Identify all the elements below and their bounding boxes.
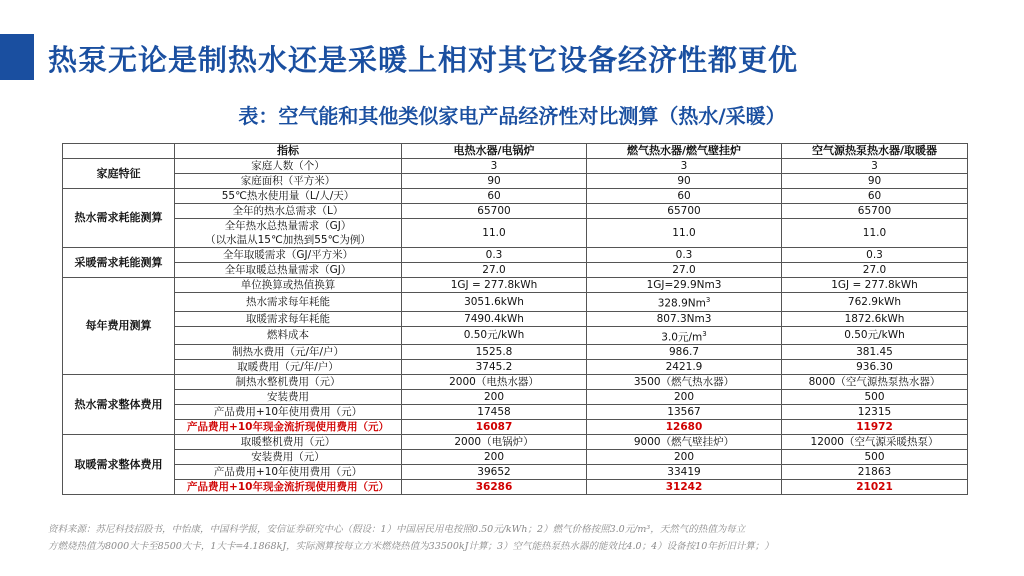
table-row bbox=[63, 360, 968, 375]
table-row bbox=[63, 450, 968, 465]
heat-pump-cell: 12315 bbox=[782, 405, 968, 420]
electric-cell: 3745.2 bbox=[402, 360, 587, 375]
indicator-cell: 取暖需求每年耗能 bbox=[175, 311, 402, 326]
gas-cell: 3 bbox=[587, 159, 782, 174]
indicator-cell: 燃料成本 bbox=[175, 326, 402, 345]
electric-cell: 0.3 bbox=[402, 248, 587, 263]
electric-cell: 0.50元/kWh bbox=[402, 326, 587, 345]
indicator-cell: 安装费用 bbox=[175, 390, 402, 405]
heat-pump-cell: 1872.6kWh bbox=[782, 311, 968, 326]
heat-pump-cell: 11.0 bbox=[782, 219, 968, 248]
category-hotwater-energy: 热水需求耗能测算 bbox=[63, 189, 175, 248]
indicator-line: 全年热水总热量需求（GJ） bbox=[224, 220, 352, 232]
electric-cell: 36286 bbox=[402, 480, 587, 495]
electric-cell: 39652 bbox=[402, 465, 587, 480]
gas-cell: 986.7 bbox=[587, 345, 782, 360]
gas-cell: 13567 bbox=[587, 405, 782, 420]
table-title: 表：空气能和其他类似家电产品经济性对比测算（热水/采暖） bbox=[238, 104, 786, 128]
table-row bbox=[63, 204, 968, 219]
gas-cell: 1GJ=29.9Nm3 bbox=[587, 278, 782, 293]
header-blank bbox=[63, 144, 175, 159]
table-row bbox=[63, 174, 968, 189]
table-row bbox=[63, 405, 968, 420]
heat-pump-cell: 1GJ = 277.8kWh bbox=[782, 278, 968, 293]
table-row bbox=[63, 159, 968, 174]
gas-cell: 807.3Nm3 bbox=[587, 311, 782, 326]
superscript: 3 bbox=[702, 329, 707, 338]
category-heating-energy: 采暖需求耗能测算 bbox=[63, 248, 175, 278]
gas-cell: 31242 bbox=[587, 480, 782, 495]
indicator-cell: 取暖整机费用（元） bbox=[175, 435, 402, 450]
electric-cell: 2000（电锅炉） bbox=[402, 435, 587, 450]
indicator-cell: 产品费用+10年使用费用（元） bbox=[175, 405, 402, 420]
electric-cell: 60 bbox=[402, 189, 587, 204]
source-line: 方燃烧热值为8000大卡至8500大卡，1大卡=4.1868kJ，实际测算按每立方米燃烧热值为33500kJ计算；3）空气能热泵热水器的能效比4.0；4）设备按10年折旧计算；） bbox=[48, 541, 774, 552]
indicator-cell: 产品费用+10年现金流折现使用费用（元） bbox=[175, 420, 402, 435]
table-row bbox=[63, 390, 968, 405]
heat-pump-cell: 8000（空气源热泵热水器） bbox=[782, 375, 968, 390]
indicator-cell: 取暖费用（元/年/户） bbox=[175, 360, 402, 375]
gas-cell: 12680 bbox=[587, 420, 782, 435]
header-gas: 燃气热水器/燃气壁挂炉 bbox=[587, 144, 782, 159]
title-accent-bar bbox=[0, 34, 34, 80]
gas-cell: 27.0 bbox=[587, 263, 782, 278]
table-row bbox=[63, 311, 968, 326]
gas-cell: 65700 bbox=[587, 204, 782, 219]
gas-cell: 3500（燃气热水器） bbox=[587, 375, 782, 390]
table-row bbox=[63, 345, 968, 360]
table-row bbox=[63, 326, 968, 345]
table-row bbox=[63, 248, 968, 263]
gas-value: 328.9Nm bbox=[657, 297, 706, 310]
table-row bbox=[63, 435, 968, 450]
electric-cell: 2000（电热水器） bbox=[402, 375, 587, 390]
electric-cell: 7490.4kWh bbox=[402, 311, 587, 326]
table-row-highlight bbox=[63, 480, 968, 495]
gas-cell: 11.0 bbox=[587, 219, 782, 248]
electric-cell: 200 bbox=[402, 390, 587, 405]
electric-cell: 3051.6kWh bbox=[402, 293, 587, 312]
indicator-cell: 产品费用+10年使用费用（元） bbox=[175, 465, 402, 480]
indicator-cell: 安装费用（元） bbox=[175, 450, 402, 465]
header-indicator: 指标 bbox=[175, 144, 402, 159]
table-row bbox=[63, 189, 968, 204]
electric-cell: 11.0 bbox=[402, 219, 587, 248]
gas-cell bbox=[587, 293, 782, 312]
gas-cell: 2421.9 bbox=[587, 360, 782, 375]
category-annual-cost: 每年费用测算 bbox=[63, 278, 175, 375]
heat-pump-cell: 0.3 bbox=[782, 248, 968, 263]
table-row bbox=[63, 219, 968, 248]
indicator-cell: 家庭面积（平方米） bbox=[175, 174, 402, 189]
heat-pump-cell: 381.45 bbox=[782, 345, 968, 360]
category-heating-total: 取暖需求整体费用 bbox=[63, 435, 175, 495]
heat-pump-cell: 762.9kWh bbox=[782, 293, 968, 312]
heat-pump-cell: 500 bbox=[782, 450, 968, 465]
electric-cell: 27.0 bbox=[402, 263, 587, 278]
heat-pump-cell: 60 bbox=[782, 189, 968, 204]
gas-cell: 9000（燃气壁挂炉） bbox=[587, 435, 782, 450]
indicator-note: （以水温从15℃加热到55℃为例） bbox=[205, 234, 371, 246]
heat-pump-cell: 11972 bbox=[782, 420, 968, 435]
table-row bbox=[63, 278, 968, 293]
indicator-cell: 产品费用+10年现金流折现使用费用（元） bbox=[175, 480, 402, 495]
category-family: 家庭特征 bbox=[63, 159, 175, 189]
table-header-row bbox=[63, 144, 968, 159]
indicator-cell: 家庭人数（个） bbox=[175, 159, 402, 174]
heat-pump-cell: 936.30 bbox=[782, 360, 968, 375]
heat-pump-cell: 21863 bbox=[782, 465, 968, 480]
electric-cell: 3 bbox=[402, 159, 587, 174]
indicator-cell: 全年取暖总热量需求（GJ） bbox=[175, 263, 402, 278]
indicator-cell: 单位换算或热值换算 bbox=[175, 278, 402, 293]
electric-cell: 16087 bbox=[402, 420, 587, 435]
gas-cell: 200 bbox=[587, 450, 782, 465]
header-heat-pump: 空气源热泵热水器/取暖器 bbox=[782, 144, 968, 159]
table-row bbox=[63, 375, 968, 390]
indicator-cell: 55℃热水使用量（L/人/天） bbox=[175, 189, 402, 204]
header-electric: 电热水器/电锅炉 bbox=[402, 144, 587, 159]
electric-cell: 1525.8 bbox=[402, 345, 587, 360]
slide-title: 热泵无论是制热水还是采暖上相对其它设备经济性都更优 bbox=[48, 43, 799, 77]
heat-pump-cell: 12000（空气源采暖热泵） bbox=[782, 435, 968, 450]
table-row bbox=[63, 293, 968, 312]
heat-pump-cell: 21021 bbox=[782, 480, 968, 495]
gas-cell: 90 bbox=[587, 174, 782, 189]
gas-cell: 200 bbox=[587, 390, 782, 405]
category-hotwater-total: 热水需求整体费用 bbox=[63, 375, 175, 435]
indicator-cell: 全年取暖需求（GJ/平方米） bbox=[175, 248, 402, 263]
gas-cell bbox=[587, 326, 782, 345]
indicator-cell: 全年的热水总需求（L） bbox=[175, 204, 402, 219]
heat-pump-cell: 90 bbox=[782, 174, 968, 189]
comparison-table bbox=[62, 143, 968, 495]
heat-pump-cell: 65700 bbox=[782, 204, 968, 219]
indicator-cell: 制热水费用（元/年/户） bbox=[175, 345, 402, 360]
source-line: 资料来源：苏尼科技招股书，中怡康，中国科学报，安信证券研究中心（假设：1）中国居民用电按照0.50元/kWh；2）燃气价格按照3.0元/m³，天然气的热值为每立 bbox=[48, 524, 746, 535]
table-row-highlight bbox=[63, 420, 968, 435]
source-note bbox=[48, 521, 978, 555]
electric-cell: 17458 bbox=[402, 405, 587, 420]
superscript: 3 bbox=[705, 296, 711, 304]
gas-cell: 0.3 bbox=[587, 248, 782, 263]
heat-pump-cell: 27.0 bbox=[782, 263, 968, 278]
indicator-cell: 制热水整机费用（元） bbox=[175, 375, 402, 390]
electric-cell: 200 bbox=[402, 450, 587, 465]
heat-pump-cell: 0.50元/kWh bbox=[782, 326, 968, 345]
gas-cell: 33419 bbox=[587, 465, 782, 480]
indicator-cell bbox=[175, 219, 402, 248]
heat-pump-cell: 500 bbox=[782, 390, 968, 405]
electric-cell: 90 bbox=[402, 174, 587, 189]
heat-pump-cell: 3 bbox=[782, 159, 968, 174]
table-row bbox=[63, 465, 968, 480]
gas-cell: 60 bbox=[587, 189, 782, 204]
electric-cell: 1GJ = 277.8kWh bbox=[402, 278, 587, 293]
electric-cell: 65700 bbox=[402, 204, 587, 219]
table-row bbox=[63, 263, 968, 278]
indicator-cell: 热水需求每年耗能 bbox=[175, 293, 402, 312]
gas-value: 3.0元/m bbox=[661, 331, 703, 343]
